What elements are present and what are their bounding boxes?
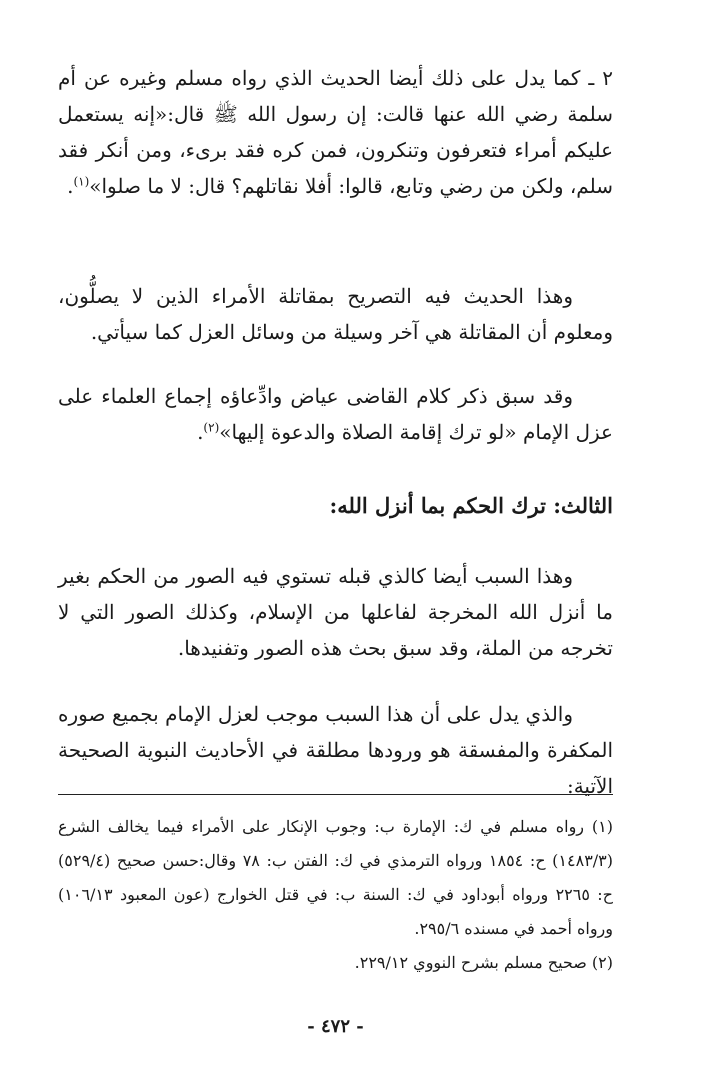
paragraph-3-end: . — [197, 420, 204, 444]
paragraph-1-text: ٢ ـ كما يدل على ذلك أيضا الحديث الذي رواه مسلم وغيره عن أم سلمة رضي الله عنها قالت: إن رسول الله ﷺ قال:«إنه يستعمل عليكم أمراء فتعرفون وتنكرون، فمن كره فقد برىء، ومن أنكر فقد سلم، ولكن من رضي وتابع، قالوا: أفلا نقاتلهم؟ قال: لا ما صلوا» — [58, 66, 613, 198]
document-page — [58, 60, 613, 1050]
footnote-ref-2: (٢) — [203, 420, 220, 435]
paragraph-qadi-iyad — [58, 378, 613, 450]
paragraph-third-reason: وهذا السبب أيضا كالذي قبله تستوي فيه الصور من الحكم بغير ما أنزل الله المخرجة لفاعلها من الإسلام، وكذلك الصور التي لا تخرجه من الملة، وقد سبق بحث هذه الصور وتفنيدها. — [58, 564, 613, 660]
paragraph-hadith-umm-salama — [58, 60, 613, 204]
footnote-ref-1: (١) — [73, 174, 90, 189]
footnote-2: (٢) صحيح مسلم بشرح النووي ٢٢٩/١٢. — [354, 953, 613, 972]
paragraph-fighting-rulers: وهذا الحديث فيه التصريح بمقاتلة الأمراء الذين لا يصلُّون، ومعلوم أن المقاتلة هي آخر وسيلة من وسائل العزل كما سيأتي. — [58, 284, 613, 344]
paragraph-evidence: والذي يدل على أن هذا السبب موجب لعزل الإمام بجميع صوره المكفرة والمفسقة هو ورودها مطلقة في الأحاديث النبوية الصحيحة الآتية: — [58, 702, 613, 798]
section-heading-third: الثالث: ترك الحكم بما أنزل الله: — [329, 493, 613, 518]
paragraph-1-end: . — [67, 174, 74, 198]
page-number: - ٤٧٢ - — [307, 1016, 364, 1037]
footnotes-list — [58, 810, 613, 980]
footnote-1: (١) رواه مسلم في ك: الإمارة ب: وجوب الإنكار على الأمراء فيما يخالف الشرع (١٤٨٣/٣) ح: ١٨٥٤ ورواه الترمذي في ك: الفتن ب: ٧٨ وقال:حسن صحيح (٥٢٩/٤) ح: ٢٢٦٥ ورواه أبوداود في ك: السنة ب: في قتل الخوارج (عون المعبود ١٠٦/١٣) ورواه أحمد في مسنده ٢٩٥/٦. — [58, 817, 614, 938]
footnote-divider — [58, 794, 613, 795]
paragraph-3-text: وقد سبق ذكر كلام القاضى عياض وادِّعاؤه إجماع العلماء على عزل الإمام «لو ترك إقامة الصلاة والدعوة إليها» — [58, 384, 613, 444]
